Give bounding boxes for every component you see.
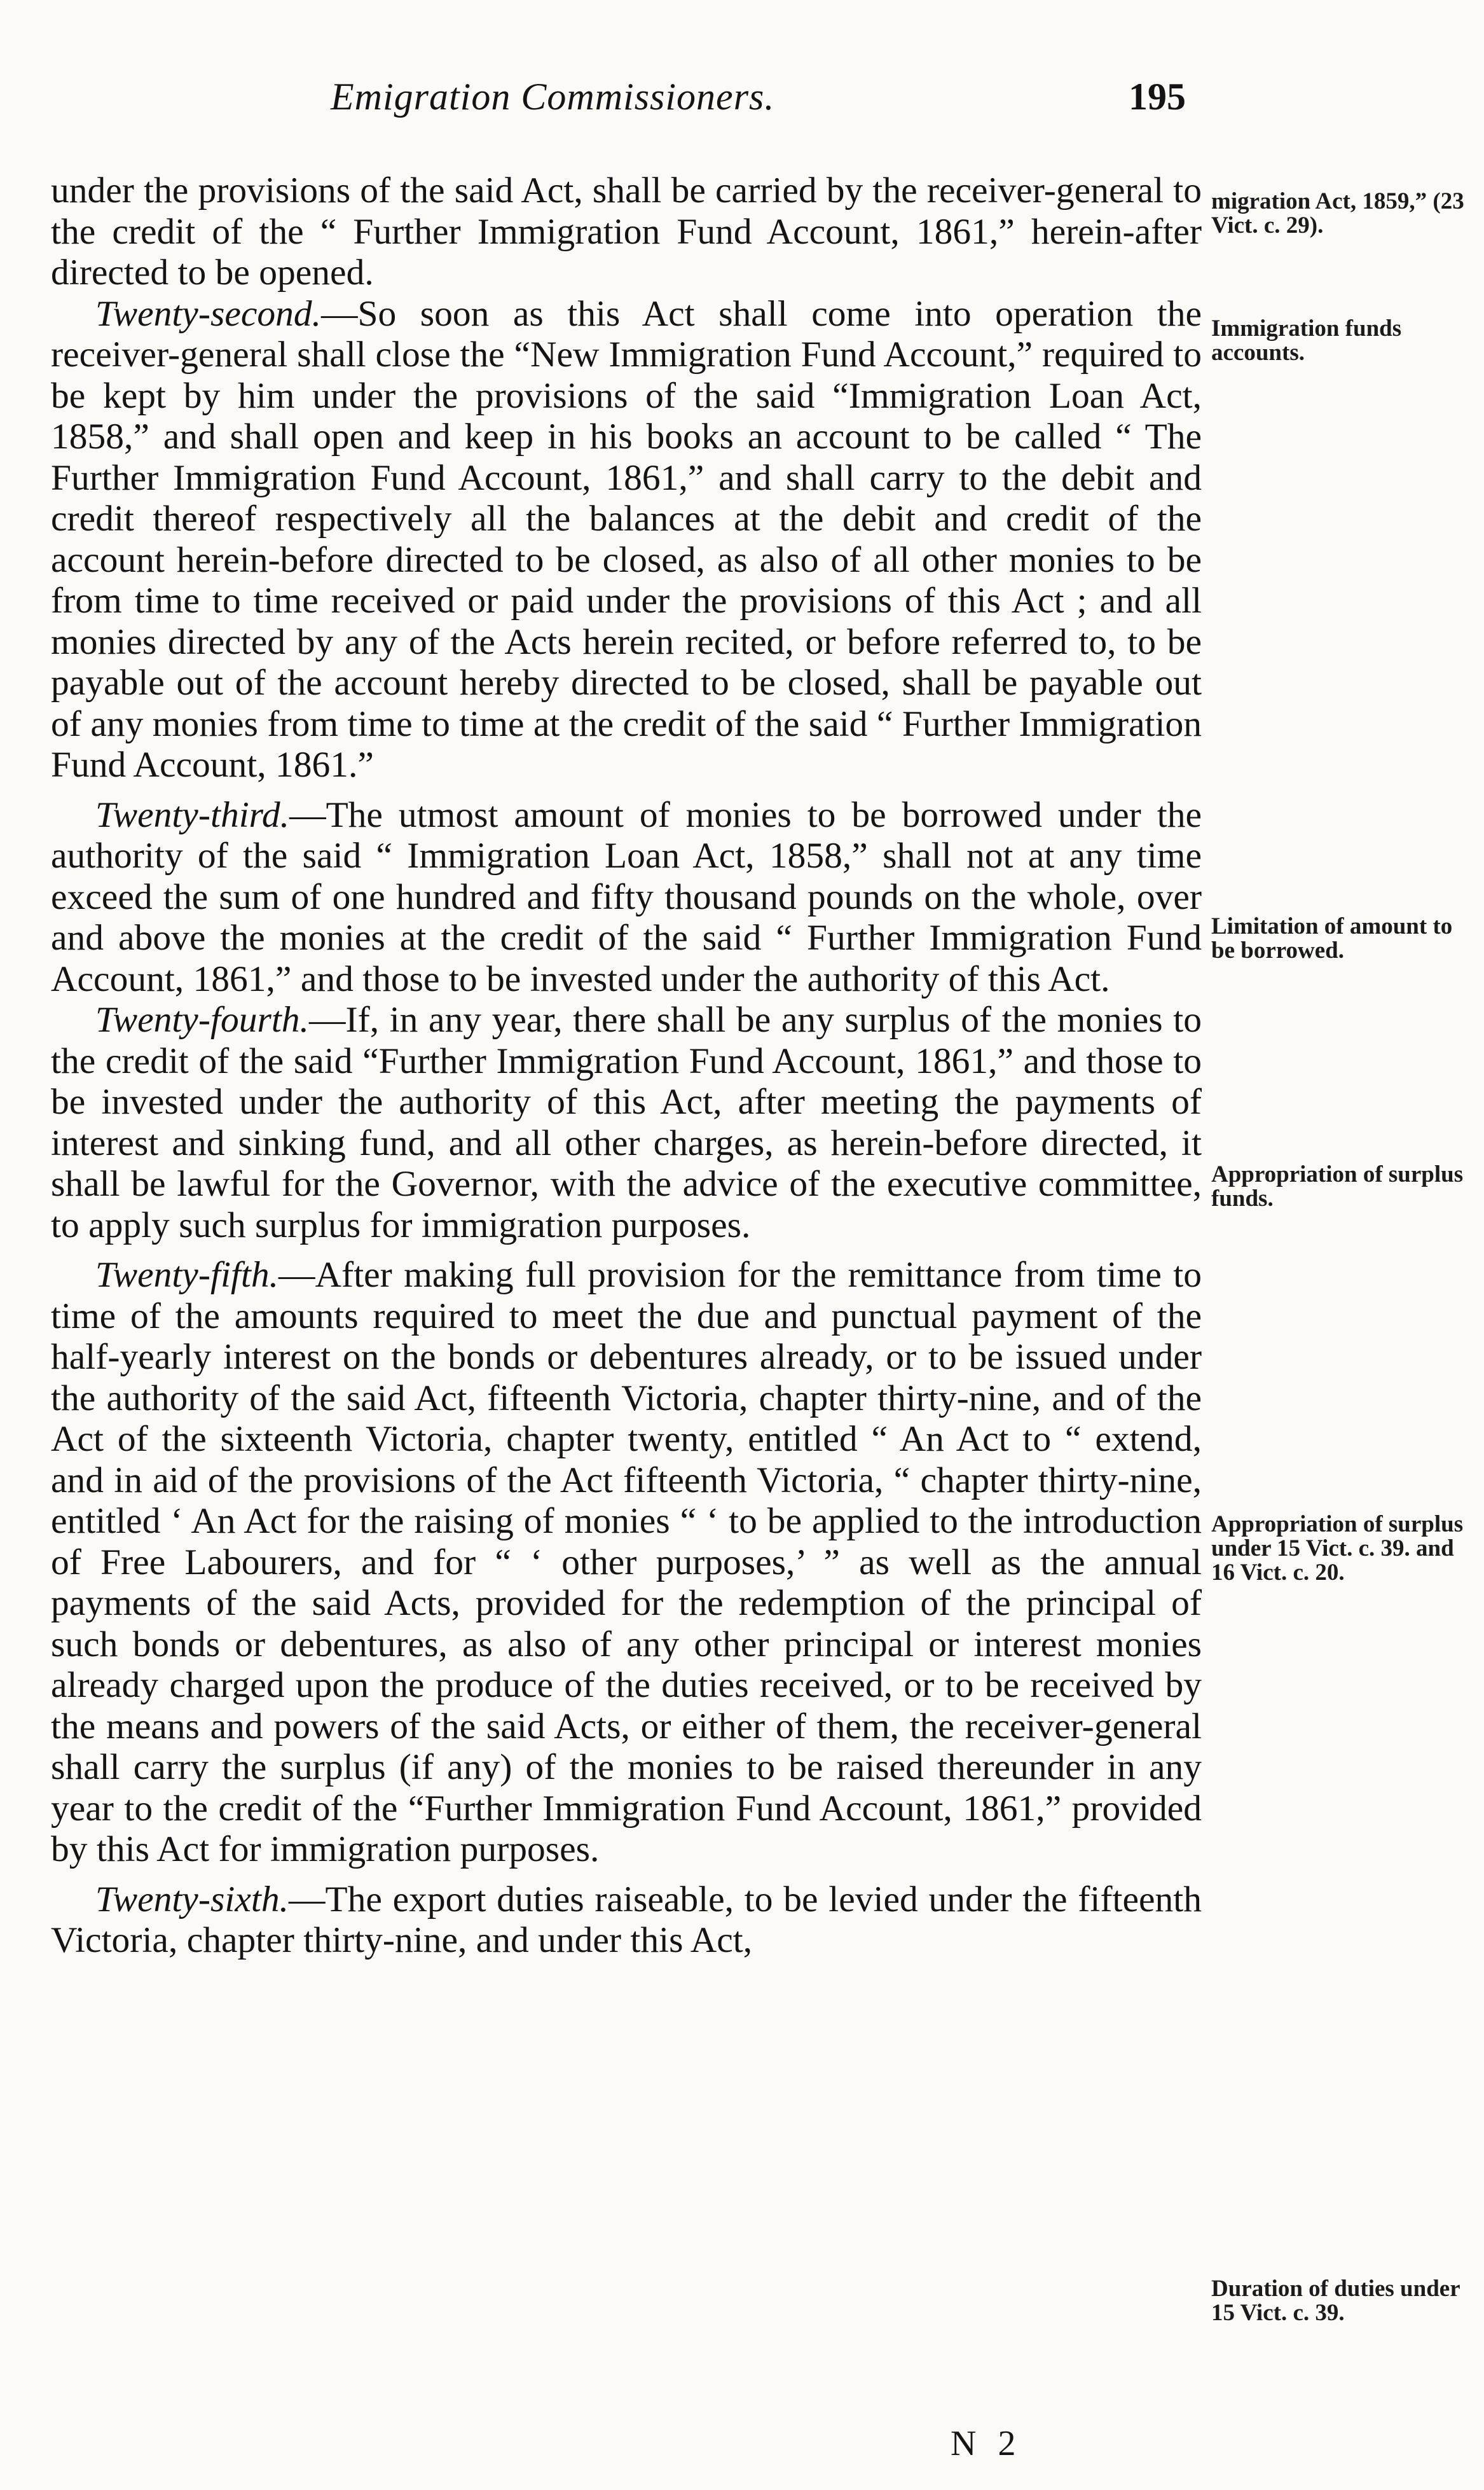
margin-note: Duration of duties under 15 Vict. c. 39. xyxy=(1211,2276,1460,2326)
paragraph-twenty-sixth xyxy=(51,1879,1202,1961)
signature-mark: N 2 xyxy=(951,2424,1022,2463)
paragraph-text: —The export duties raiseable, to be levied under the fifteenth Victoria, chapter thirty-nine, and under this Act, xyxy=(51,1879,1202,1960)
paragraph-twenty-fifth xyxy=(51,1255,1202,1871)
margin-note: Appropriation of surplus funds. xyxy=(1211,1161,1464,1212)
running-title: Emigration Commissioners. xyxy=(331,76,775,118)
margin-note: Appropriation of surplus under 15 Vict. c. 39. and 16 Vict. c. 20. xyxy=(1211,1511,1464,1586)
paragraph-twenty-second xyxy=(51,294,1202,786)
margin-note: migration Act, 1859,” (23 Vict. c. 29). xyxy=(1211,188,1464,239)
paragraph-lead: Twenty-second. xyxy=(95,293,322,334)
paragraph-text: —The utmost amount of monies to be borrowed under the authority of the said “ Immigration Loan Act, 1858,” shall not at any time exceed the sum of one hundred and fifty thousand pounds on the whole, over and above the monies at the credit of the said “ Further Immigration Fund Account, 1861,” and those to be invested under the authority of this Act. xyxy=(51,794,1202,999)
paragraph-twenty-fourth xyxy=(51,1000,1202,1246)
paragraph-lead: Twenty-fifth. xyxy=(95,1255,279,1295)
paragraph-text: —If, in any year, there shall be any surplus of the monies to the credit of the said “Further Immigration Fund Account, 1861,” and those to be invested under the authority of this Act, after meeting the payments of interest and sinking fund, and all other charges, as herein-before directed, it shall be lawful for the Governor, with the advice of the executive committee, to apply such surplus for immigration purposes. xyxy=(51,1000,1202,1245)
paragraph-text: under the provisions of the said Act, shall be carried by the receiver-general to the credit of the “ Further Immigration Fund Account, 1861,” herein-after directed to be opened. xyxy=(51,170,1202,293)
running-header xyxy=(0,75,1484,132)
paragraph-continuation xyxy=(51,170,1202,294)
paragraph-lead: Twenty-fourth. xyxy=(95,1000,309,1040)
paragraph-text: —So soon as this Act shall come into operation the receiver-general shall close the “New Immigration Fund Account,” required to be kept by him under the provisions of the said “Immigration Loan Act, 1858,” and shall open and keep in his books an account to be called “ The Further Immigration Fund Account, 1861,” and shall carry to the debit and credit thereof respectively all the balances at the debit and credit of the account herein-before directed to be closed, as also of all other monies to be from time to time received or paid under the provisions of this Act ; and all monies directed by any of the Acts herein recited, or before referred to, to be payable out of the account hereby directed to be closed, shall be payable out of any monies from time to time at the credit of the said “ Further Immigration Fund Account, 1861.” xyxy=(51,293,1202,785)
paragraph-lead: Twenty-sixth. xyxy=(95,1879,289,1919)
page-number: 195 xyxy=(1129,76,1186,118)
margin-note: Limitation of amount to be borrowed. xyxy=(1211,913,1453,964)
body-text xyxy=(51,170,1202,1961)
paragraph-lead: Twenty-third. xyxy=(95,794,290,835)
paragraph-twenty-third xyxy=(51,795,1202,1000)
paragraph-text: —After making full provision for the remittance from time to time of the amounts required to meet the due and punctual payment of the half-yearly interest on the bonds or debentures already, or to be issued under the authority of the said Act, fifteenth Victoria, chapter thirty-nine, and of the Act of the sixteenth Victoria, chapter twenty, entitled “ An Act to “ extend, and in aid of the provisions of the Act fifteenth Victoria, “ chapter thirty-nine, entitled ‘ An Act for the raising of monies “ ‘ to be applied to the introduction of Free Labourers, and for “ ‘ other purposes,’ ” as well as the annual payments of the said Acts, provided for the redemption of the principal of such bonds or debentures, as also of any other principal or interest monies already charged upon the produce of the duties received, or to be received by the means and powers of the said Acts, or either of them, the receiver-general shall carry the surplus (if any) of the monies to be raised thereunder in any year to the credit of the “Further Immigration Fund Account, 1861,” provided by this Act for immigration purposes. xyxy=(51,1255,1202,1869)
margin-note: Immigration funds accounts. xyxy=(1211,315,1402,366)
